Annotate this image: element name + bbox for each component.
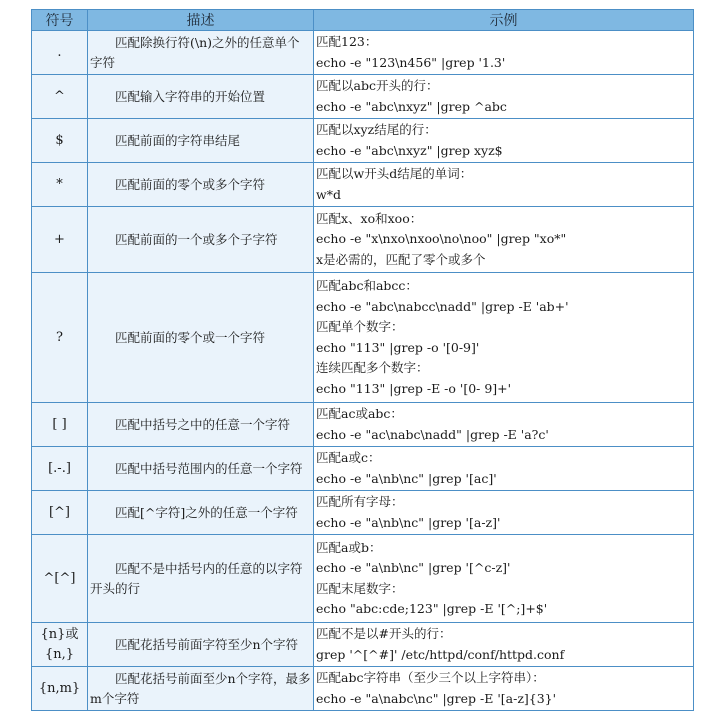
example-line: echo "abc:cde;123" |grep -E '[^;]+$' xyxy=(316,601,548,616)
regex-table xyxy=(31,9,694,711)
example-line: echo -e "abc\nabcc\nadd" |grep -E 'ab+' xyxy=(316,298,569,314)
example-line: echo -e "ac\nabc\nadd" |grep -E 'a?c' xyxy=(316,426,549,442)
symbol-cell: ? xyxy=(32,273,88,403)
symbol-cell: [.-.] xyxy=(32,447,88,491)
description-cell: 匹配前面的字符串结尾 xyxy=(88,119,314,163)
example-cell xyxy=(314,623,694,667)
description-cell: 匹配输入字符串的开始位置 xyxy=(88,75,314,119)
example-line: echo "113" |grep -o '[0-9]' xyxy=(316,339,480,355)
example-line: echo -e "a\nb\nc" |grep '[ac]' xyxy=(316,470,497,486)
example-cell xyxy=(314,75,694,119)
regex-table-container xyxy=(31,9,693,711)
example-line: 匹配ac或abc： xyxy=(316,406,403,421)
example-line: 匹配abc和abcc： xyxy=(316,278,418,293)
example-line: echo -e "a\nb\nc" |grep '[^c-z]' xyxy=(316,560,511,575)
table-header-row xyxy=(32,10,694,31)
symbol-cell: + xyxy=(32,207,88,273)
header-symbol: 符号 xyxy=(32,10,88,31)
example-cell xyxy=(314,535,694,623)
example-line: 匹配x、xo和xoo： xyxy=(316,210,423,226)
example-line: echo -e "a\nabc\nc" |grep -E '[a-z]{3}' xyxy=(316,690,557,706)
table-body xyxy=(32,31,694,711)
example-cell xyxy=(314,119,694,163)
example-line: 匹配不是以#开头的行： xyxy=(316,626,452,641)
symbol-cell: ^ xyxy=(32,75,88,119)
symbol-cell: . xyxy=(32,31,88,75)
description-cell: 匹配花括号前面字符至少n个字符 xyxy=(88,623,314,667)
example-line: x是必需的，匹配了零个或多个 xyxy=(316,251,486,267)
header-description: 描述 xyxy=(88,10,314,31)
symbol-cell: $ xyxy=(32,119,88,163)
description-cell: 匹配除换行符(\n)之外的任意单个字符 xyxy=(88,31,314,75)
table-row xyxy=(32,75,694,119)
example-line: 匹配a或c： xyxy=(316,450,381,465)
example-line: 匹配123： xyxy=(316,34,378,49)
example-line: 匹配所有字母： xyxy=(316,494,404,509)
symbol-cell: {n}或{n,} xyxy=(32,623,88,667)
table-row xyxy=(32,535,694,623)
description-cell: 匹配[^字符]之外的任意一个字符 xyxy=(88,491,314,535)
example-cell xyxy=(314,31,694,75)
example-line: echo -e "123\n456" |grep '1.3' xyxy=(316,54,506,70)
example-line: grep '^[^#]' /etc/httpd/conf/httpd.conf xyxy=(316,646,565,662)
description-cell: 匹配中括号范围内的任意一个字符 xyxy=(88,447,314,491)
example-cell xyxy=(314,667,694,711)
example-line: echo -e "x\nxo\nxoo\no\noo" |grep "xo*" xyxy=(316,231,567,247)
symbol-cell: [ ] xyxy=(32,403,88,447)
description-cell: 匹配不是中括号内的任意的以字符开头的行 xyxy=(88,535,314,623)
example-line: echo -e "a\nb\nc" |grep '[a-z]' xyxy=(316,514,501,530)
table-row xyxy=(32,119,694,163)
table-row xyxy=(32,31,694,75)
example-line: 匹配abc字符串（至少三个以上字符串）： xyxy=(316,670,545,685)
description-cell: 匹配前面的一个或多个子字符 xyxy=(88,207,314,273)
example-cell xyxy=(314,163,694,207)
example-cell xyxy=(314,207,694,273)
example-line: 匹配单个数字： xyxy=(316,319,404,334)
description-cell: 匹配前面的零个或多个字符 xyxy=(88,163,314,207)
table-row xyxy=(32,273,694,403)
example-line: echo -e "abc\nxyz" |grep xyz$ xyxy=(316,142,503,158)
symbol-cell: {n,m} xyxy=(32,667,88,711)
description-cell: 匹配前面的零个或一个字符 xyxy=(88,273,314,403)
example-line: 匹配以xyz结尾的行： xyxy=(316,122,437,137)
symbol-cell: ^[^] xyxy=(32,535,88,623)
example-line: 匹配以w开头d结尾的单词： xyxy=(316,166,473,181)
table-row xyxy=(32,447,694,491)
table-row xyxy=(32,207,694,273)
example-line: 匹配以abc开头的行： xyxy=(316,78,439,93)
symbol-cell: * xyxy=(32,163,88,207)
example-line: 连续匹配多个数字： xyxy=(316,360,429,375)
example-line: 匹配末尾数字： xyxy=(316,580,404,596)
example-line: echo "113" |grep -E -o '[0- 9]+' xyxy=(316,380,512,396)
example-cell xyxy=(314,491,694,535)
example-cell xyxy=(314,447,694,491)
table-row xyxy=(32,667,694,711)
table-row xyxy=(32,491,694,535)
table-row xyxy=(32,163,694,207)
header-example: 示例 xyxy=(314,10,694,31)
description-cell: 匹配中括号之中的任意一个字符 xyxy=(88,403,314,447)
example-cell xyxy=(314,403,694,447)
table-row xyxy=(32,623,694,667)
example-cell xyxy=(314,273,694,403)
example-line: w*d xyxy=(316,186,341,202)
description-cell: 匹配花括号前面至少n个字符，最多m个字符 xyxy=(88,667,314,711)
symbol-cell: [^] xyxy=(32,491,88,535)
table-row xyxy=(32,403,694,447)
example-line: 匹配a或b： xyxy=(316,539,382,555)
example-line: echo -e "abc\nxyz" |grep ^abc xyxy=(316,98,507,114)
